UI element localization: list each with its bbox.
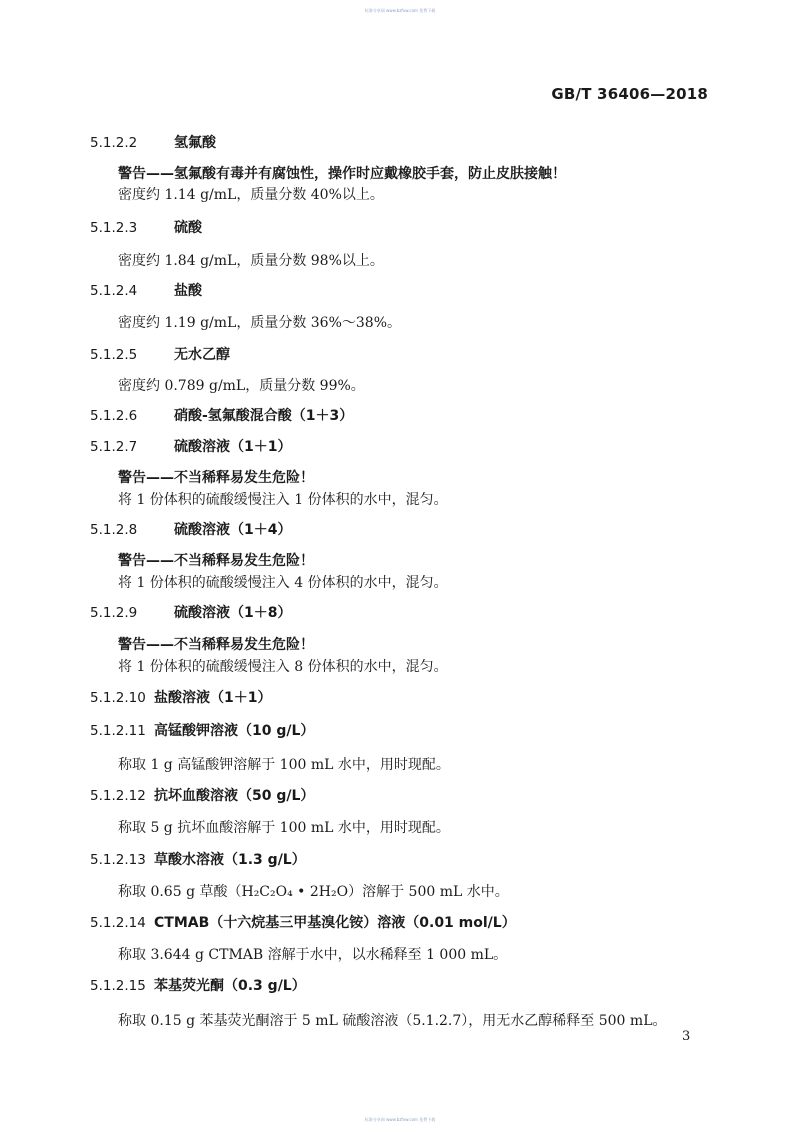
paragraph-text: 密度约 0.789 g/mL，质量分数 99%。	[118, 378, 365, 394]
section-title: 硫酸	[174, 220, 202, 236]
section-number: 5.1.2.12	[90, 788, 146, 804]
paragraph-text: 将 1 份体积的硫酸缓慢注入 8 份体积的水中，混匀。	[118, 659, 448, 675]
warning-text: 警告——不当稀释易发生危险！	[118, 470, 314, 486]
section-number: 5.1.2.9	[90, 605, 138, 621]
section-number: 5.1.2.11	[90, 723, 146, 739]
paragraph-text: 称取 0.15 g 苯基荧光酮溶于 5 mL 硫酸溶液（5.1.2.7），用无水乙醇稀释至 500 mL。	[118, 1013, 667, 1029]
section-number: 5.1.2.8	[90, 522, 138, 538]
section-number: 5.1.2.10	[90, 690, 146, 706]
standard-number-header: GB/T 36406—2018	[551, 85, 708, 103]
paragraph-text: 将 1 份体积的硫酸缓慢注入 1 份体积的水中，混匀。	[118, 492, 448, 508]
section-title: 高锰酸钾溶液（10 g/L）	[154, 723, 315, 739]
warning-text: 警告——不当稀释易发生危险！	[118, 637, 314, 653]
paragraph-text: 称取 0.65 g 草酸（H₂C₂O₄ • 2H₂O）溶解于 500 mL 水中。	[118, 884, 509, 900]
section-number: 5.1.2.3	[90, 220, 138, 236]
section-title: 硫酸溶液（1＋8）	[174, 605, 292, 621]
warning-text: 警告——不当稀释易发生危险！	[118, 553, 314, 569]
top-watermark-note: 标准分享网 www.bzfxw.com 免费下载	[364, 8, 436, 13]
bottom-watermark-note: 标准分享网 www.bzfxw.com 免费下载	[364, 1117, 436, 1122]
page-number: 3	[682, 1029, 691, 1044]
paragraph-text: 称取 5 g 抗坏血酸溶解于 100 mL 水中，用时现配。	[118, 820, 450, 836]
section-title: 氢氟酸	[174, 135, 216, 151]
section-title: 硫酸溶液（1＋1）	[174, 439, 292, 455]
section-number: 5.1.2.14	[90, 915, 146, 931]
section-number: 5.1.2.2	[90, 135, 138, 151]
section-title: 盐酸溶液（1＋1）	[154, 690, 272, 706]
warning-text: 警告——氢氟酸有毒并有腐蚀性，操作时应戴橡胶手套，防止皮肤接触！	[118, 166, 566, 182]
section-number: 5.1.2.15	[90, 978, 146, 994]
section-title: 盐酸	[174, 283, 202, 299]
section-number: 5.1.2.13	[90, 852, 146, 868]
paragraph-text: 称取 1 g 高锰酸钾溶解于 100 mL 水中，用时现配。	[118, 757, 450, 773]
section-number: 5.1.2.5	[90, 347, 138, 363]
section-number: 5.1.2.7	[90, 439, 138, 455]
section-title: 无水乙醇	[174, 347, 230, 363]
section-title: 草酸水溶液（1.3 g/L）	[154, 852, 306, 868]
section-title: 硫酸溶液（1＋4）	[174, 522, 292, 538]
section-number: 5.1.2.4	[90, 283, 138, 299]
paragraph-text: 将 1 份体积的硫酸缓慢注入 4 份体积的水中，混匀。	[118, 575, 448, 591]
section-title: 硝酸-氢氟酸混合酸（1＋3）	[174, 408, 354, 424]
section-title: 苯基荧光酮（0.3 g/L）	[154, 978, 306, 994]
paragraph-text: 密度约 1.19 g/mL，质量分数 36%～38%。	[118, 315, 402, 331]
section-number: 5.1.2.6	[90, 408, 138, 424]
section-title: 抗坏血酸溶液（50 g/L）	[154, 788, 315, 804]
paragraph-text: 密度约 1.84 g/mL，质量分数 98%以上。	[118, 253, 384, 269]
paragraph-text: 密度约 1.14 g/mL，质量分数 40%以上。	[118, 187, 384, 203]
section-title: CTMAB（十六烷基三甲基溴化铵）溶液（0.01 mol/L）	[154, 915, 516, 931]
paragraph-text: 称取 3.644 g CTMAB 溶解于水中，以水稀释至 1 000 mL。	[118, 947, 508, 963]
